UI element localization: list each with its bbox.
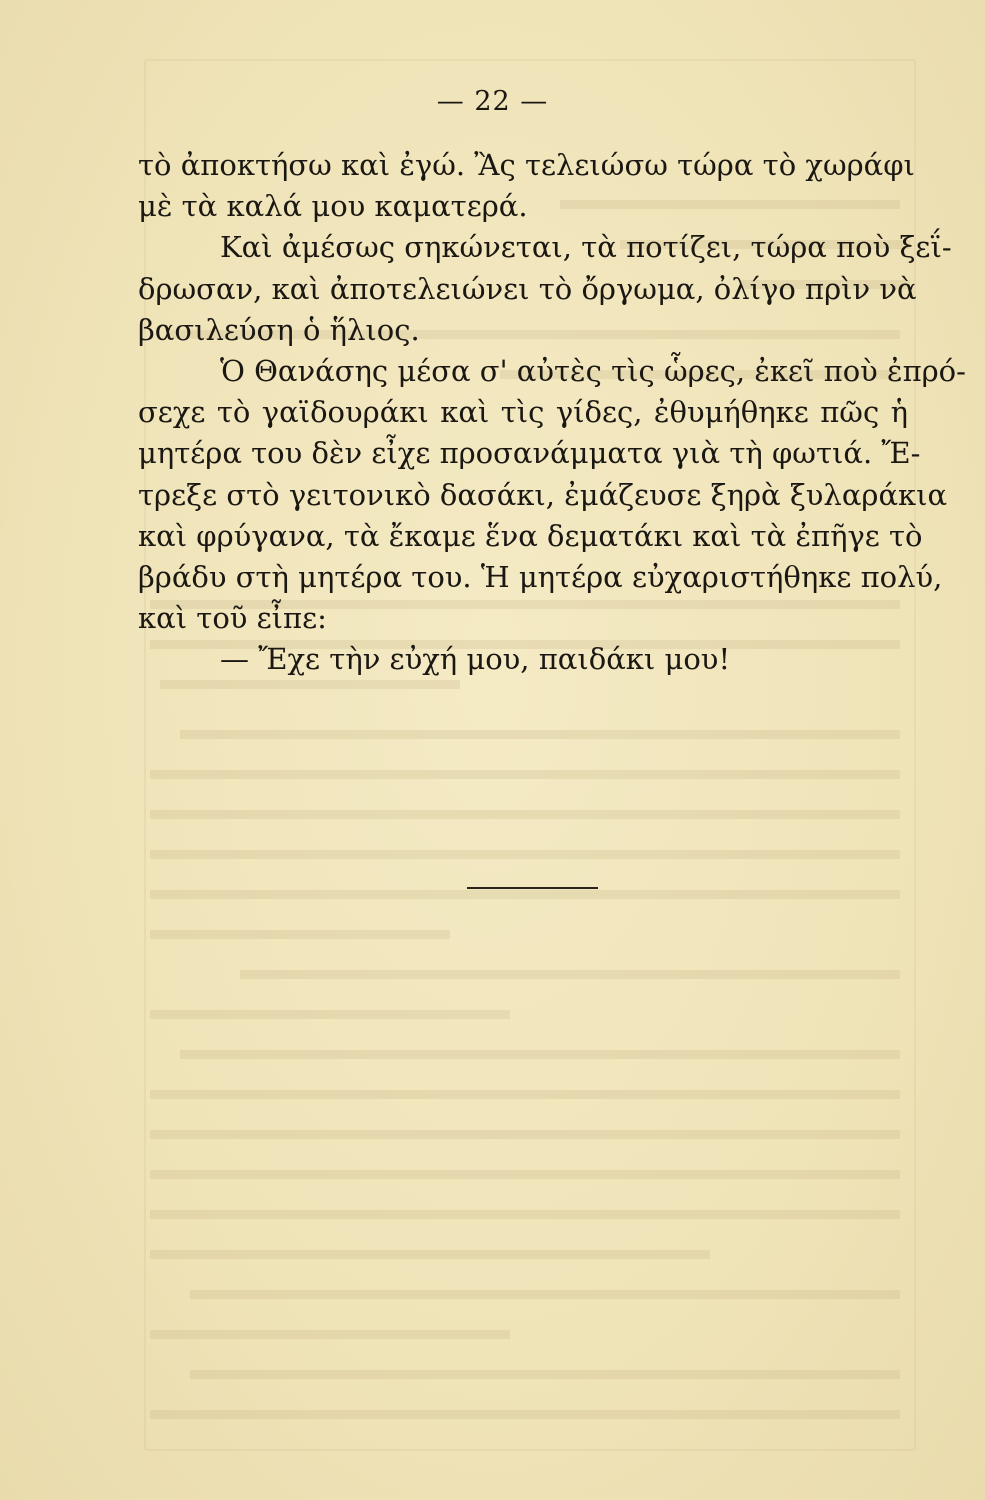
text-line: Ὁ Θανάσης μέσα σ' αὐτὲς τὶς ὧρες, ἐκεῖ ποὺ ἐπρό-	[220, 353, 966, 388]
text-line: δρωσαν, καὶ ἀποτελειώνει τὸ ὄργωμα, ὀλίγο πρὶν νὰ	[138, 271, 917, 306]
section-divider	[467, 887, 598, 889]
text-line: μὲ τὰ καλά μου καματερά.	[138, 189, 528, 224]
text-line: τρεξε στὸ γειτονικὸ δασάκι, ἐμάζευσε ξηρὰ ξυλαράκια	[138, 477, 948, 512]
text-line: βασιλεύση ὁ ἥλιος.	[138, 312, 420, 347]
body-text	[138, 145, 966, 680]
text-line: σεχε τὸ γαϊδουράκι καὶ τὶς γίδες, ἐθυμήθηκε πῶς ἡ	[138, 395, 908, 430]
text-line: βράδυ στὴ μητέρα του. Ἡ μητέρα εὐχαριστήθηκε πολύ,	[138, 559, 943, 594]
page-number: — 22 —	[436, 86, 549, 117]
text-line: τὸ ἀποκτήσω καὶ ἐγώ. Ἂς τελειώσω τώρα τὸ χωράφι	[138, 148, 915, 182]
text-line: Καὶ ἀμέσως σηκώνεται, τὰ ποτίζει, τώρα ποὺ ξεΐ-	[220, 230, 952, 265]
text-line: μητέρα του δὲν εἶχε προσανάμματα γιὰ τὴ φωτιά. Ἔ-	[138, 436, 921, 471]
text-line: καὶ τοῦ εἶπε:	[138, 601, 327, 636]
text-line: καὶ φρύγανα, τὰ ἔκαμε ἕνα δεματάκι καὶ τὰ ἐπῆγε τὸ	[138, 518, 923, 553]
text-line: — Ἔχε τὴν εὐχή μου, παιδάκι μου!	[220, 642, 731, 677]
